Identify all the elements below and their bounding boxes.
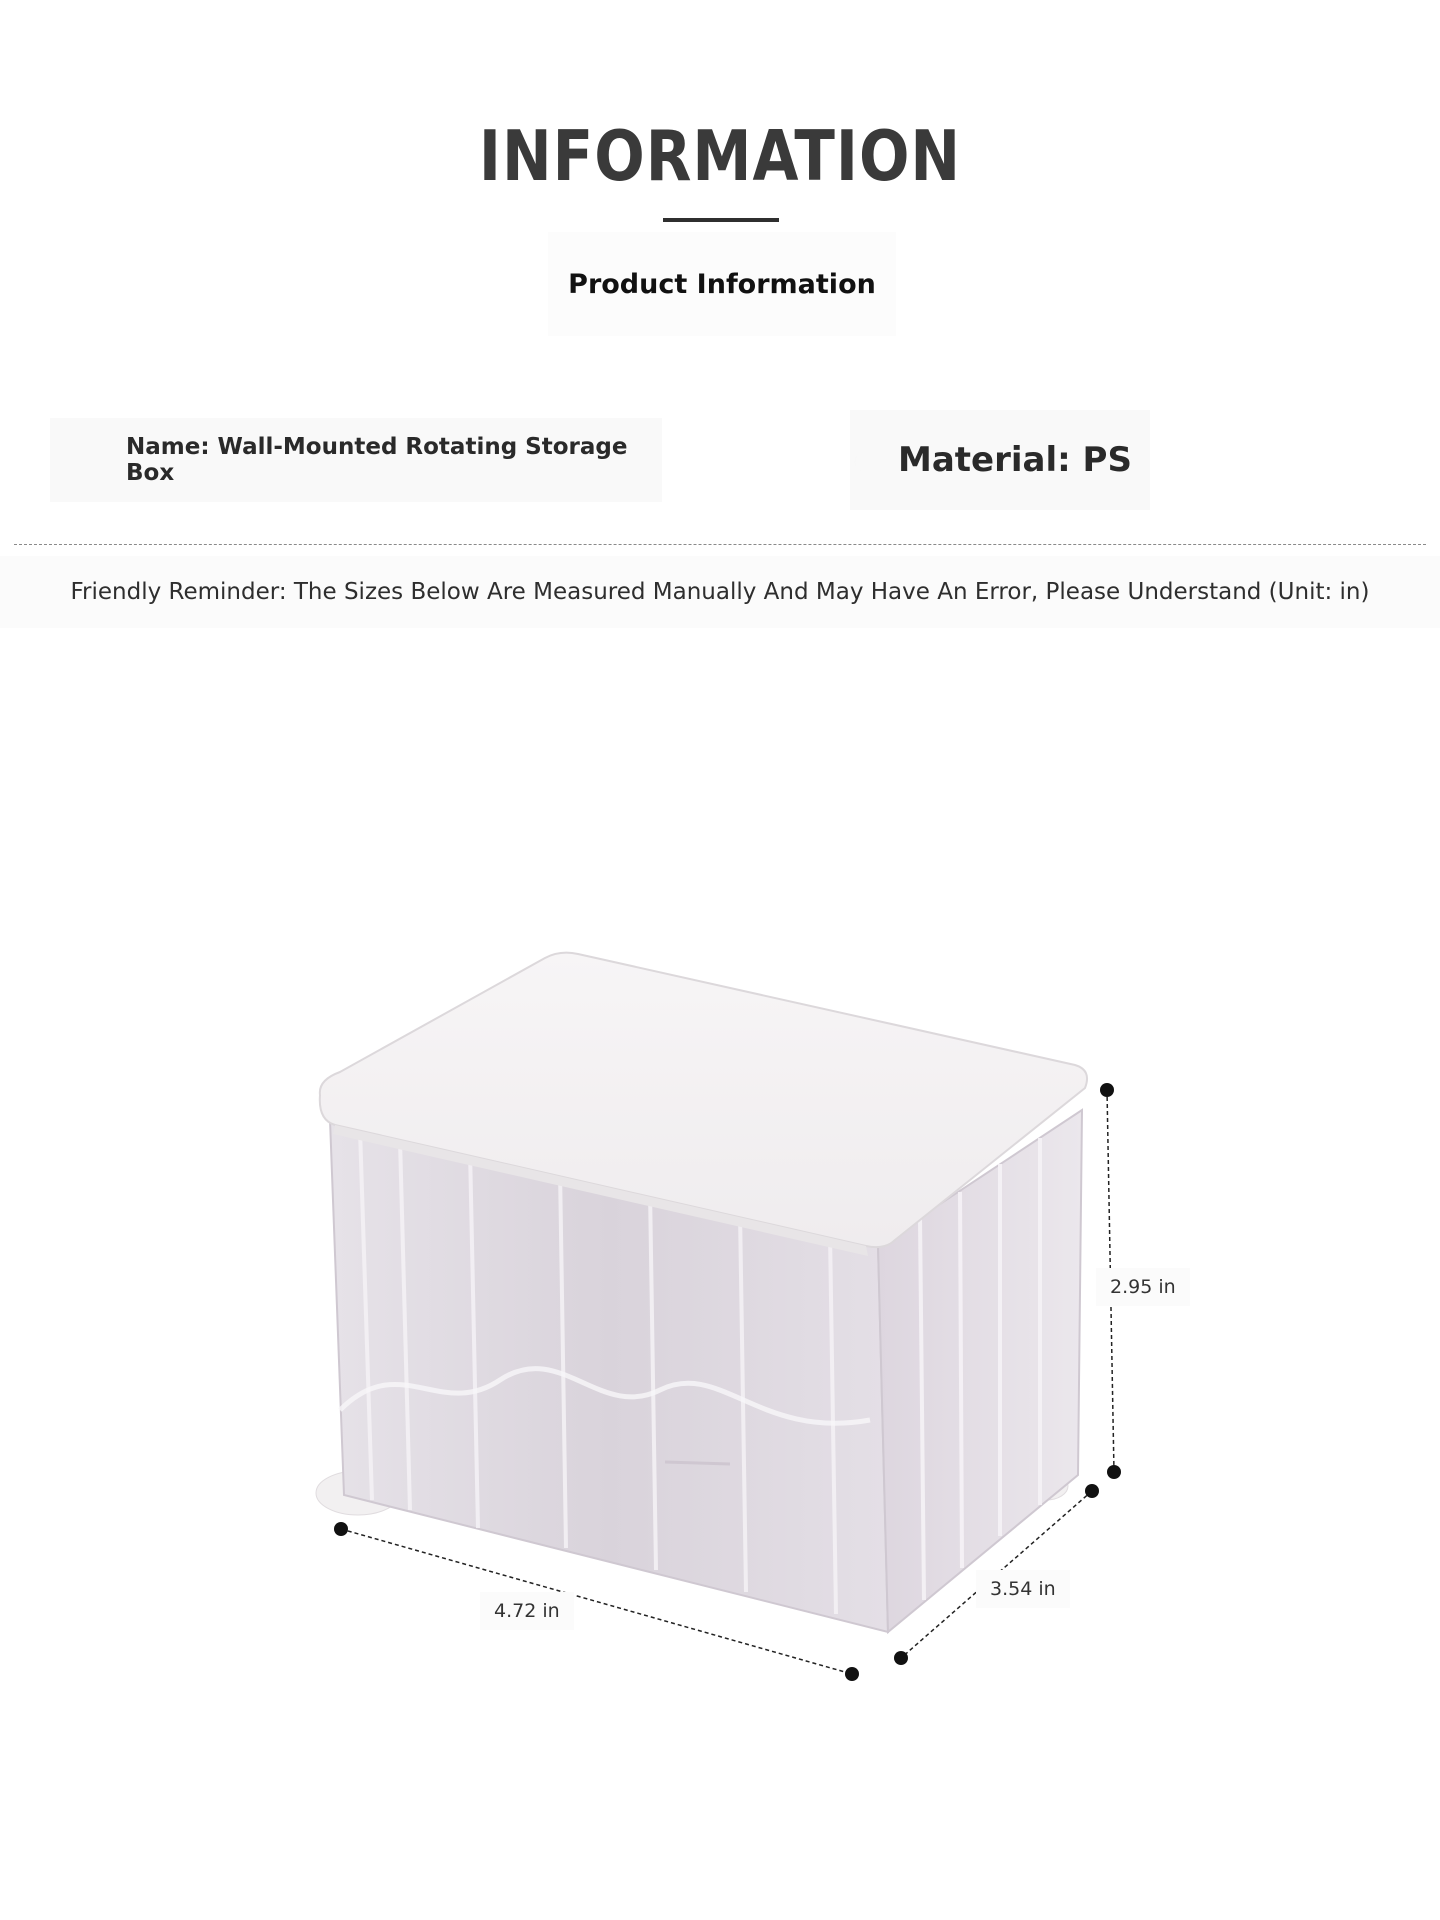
section-divider xyxy=(14,544,1426,545)
dimension-marker xyxy=(1100,1083,1114,1097)
product-material-container xyxy=(850,410,1150,510)
product-image xyxy=(0,900,1440,1750)
product-name-container xyxy=(50,418,662,502)
dimension-marker xyxy=(1085,1484,1099,1498)
dimension-marker xyxy=(845,1667,859,1681)
width-label: 4.72 in xyxy=(480,1592,574,1630)
crescent-moon-icon xyxy=(850,450,870,470)
subtitle-container xyxy=(548,232,896,336)
dimension-marker xyxy=(334,1522,348,1536)
depth-label: 3.54 in xyxy=(976,1570,1070,1608)
height-label: 2.95 in xyxy=(1096,1268,1190,1306)
title-underline xyxy=(663,218,779,222)
page-title: INFORMATION xyxy=(478,116,962,197)
product-material: Material: PS xyxy=(898,440,1132,480)
section-subtitle: Product Information xyxy=(568,268,876,300)
reminder-container xyxy=(0,556,1440,628)
dimension-marker xyxy=(1107,1465,1121,1479)
product-name: Name: Wall-Mounted Rotating Storage Box xyxy=(126,434,628,486)
dimension-marker xyxy=(894,1651,908,1665)
size-reminder-text: Friendly Reminder: The Sizes Below Are Measured Manually And May Have An Error, Please Understand (Unit: in) xyxy=(70,579,1370,605)
storage-box-illustration xyxy=(316,953,1087,1632)
